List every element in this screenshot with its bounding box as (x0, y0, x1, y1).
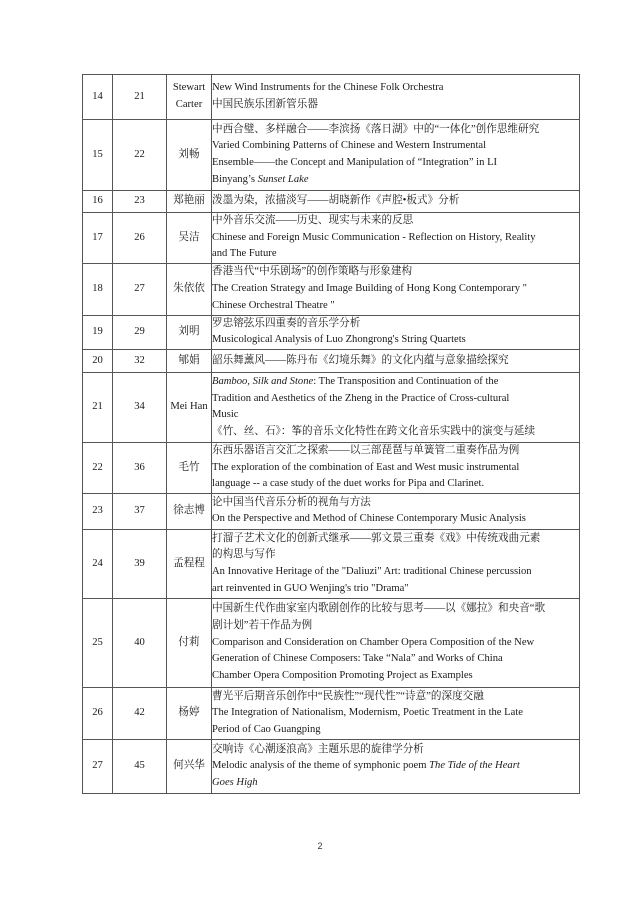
entry-number: 22 (83, 442, 113, 493)
page-ref: 21 (113, 75, 167, 120)
author-name: 郑艳丽 (167, 191, 212, 213)
title-line (212, 97, 579, 114)
title-text: Binyang’s (212, 173, 258, 185)
author-name: Stewart Carter (167, 75, 212, 120)
table-row (83, 263, 580, 315)
table-row (83, 529, 580, 598)
title-line (212, 775, 579, 792)
title-text: : The Transposition and Continuation of the (313, 376, 499, 388)
article-title (212, 598, 580, 687)
article-title (212, 75, 580, 120)
title-text: Chamber Opera Composition Promoting Project as Examples (212, 669, 473, 681)
table-row (83, 213, 580, 264)
title-text: 交响诗《心潮逐浪高》主题乐思的旋律学分析 (212, 743, 424, 755)
page-ref: 26 (113, 213, 167, 264)
author-name: 刘明 (167, 315, 212, 349)
article-title (212, 213, 580, 264)
entry-number: 26 (83, 687, 113, 739)
article-title (212, 120, 580, 191)
page-number: 2 (317, 841, 323, 851)
article-title (212, 739, 580, 793)
table-row (83, 739, 580, 793)
title-text: art reinvented in GUO Wenjing's trio "Drama" (212, 582, 409, 594)
author-name: 刘畅 (167, 120, 212, 191)
title-line (212, 581, 579, 598)
title-line (212, 601, 579, 618)
title-line (212, 246, 579, 263)
title-line (212, 424, 579, 441)
italic-title-text: Sunset Lake (257, 173, 309, 185)
title-text: 的构思与写作 (212, 549, 276, 561)
title-text: Comparison and Consideration on Chamber Opera Composition of the New (212, 636, 535, 648)
title-line (212, 80, 579, 97)
title-text: 东西乐器语言交汇之探索——以三部琵琶与单簧管二重奏作品为例 (212, 445, 520, 457)
entry-number: 18 (83, 263, 113, 315)
table-row (83, 442, 580, 493)
page-ref: 36 (113, 442, 167, 493)
title-line (212, 547, 579, 564)
title-line (212, 316, 579, 333)
title-text: 中西合璧、多样融合——李滨扬《落日湖》中的“一体化”创作思维研究 (212, 123, 540, 135)
title-text: 打溜子艺术文化的创新式继承——郭文景三重奏《戏》中传统戏曲元素 (212, 532, 541, 544)
title-text: 曹光平后期音乐创作中“民族性”“现代性”“诗意”的深度交融 (212, 690, 484, 702)
title-line (212, 155, 579, 172)
title-line (212, 758, 579, 775)
title-text: 泼墨为染，浓描淡写——胡晓新作《声腔•板式》分析 (212, 195, 460, 207)
page-ref: 34 (113, 372, 167, 442)
title-text: 《竹、丝、石》：筝的音乐文化特性在跨文化音乐实践中的演变与延续 (212, 426, 536, 438)
title-line (212, 138, 579, 155)
entry-number: 23 (83, 493, 113, 529)
contents-table-body (83, 75, 580, 794)
entry-number: 20 (83, 349, 113, 372)
title-text: 香港当代“中乐剧场”的创作策略与形象建构 (212, 266, 413, 278)
title-text: 中国民族乐团新管乐器 (212, 99, 318, 110)
title-text: 罗忠镕弦乐四重奏的音乐学分析 (212, 317, 361, 329)
title-text: New Wind Instruments for the Chinese Folk Orchestra (212, 82, 444, 94)
author-name: Mei Han (167, 372, 212, 442)
title-text: Period of Cao Guangping (212, 723, 321, 735)
author-name: 徐志博 (167, 493, 212, 529)
title-line (212, 635, 579, 652)
title-line (212, 511, 579, 528)
page-ref: 40 (113, 598, 167, 687)
entry-number: 15 (83, 120, 113, 191)
title-line (212, 564, 579, 581)
title-line (212, 332, 579, 349)
title-line (212, 374, 579, 391)
entry-number: 17 (83, 213, 113, 264)
contents-table (82, 74, 580, 794)
table-row (83, 493, 580, 529)
page-ref: 39 (113, 529, 167, 598)
page-ref: 27 (113, 263, 167, 315)
article-title (212, 315, 580, 349)
page-ref: 45 (113, 739, 167, 793)
entry-number: 19 (83, 315, 113, 349)
title-line (212, 689, 579, 706)
title-line (212, 531, 579, 548)
article-title (212, 263, 580, 315)
table-row (83, 120, 580, 191)
author-name: 付莉 (167, 598, 212, 687)
title-text: Ensemble——the Concept and Manipulation of “Integration” in LI (212, 157, 498, 168)
title-text: Tradition and Aesthetics of the Zheng in the Practice of Cross-cultural (212, 392, 510, 404)
title-line (212, 353, 579, 370)
title-text: The Creation Strategy and Image Building of Hong Kong Contemporary " (212, 282, 528, 294)
article-title (212, 372, 580, 442)
author-name: 郇娟 (167, 349, 212, 372)
title-line (212, 651, 579, 668)
title-text: Music (212, 409, 239, 421)
title-line (212, 264, 579, 281)
author-name: 毛竹 (167, 442, 212, 493)
page-ref: 32 (113, 349, 167, 372)
article-title (212, 529, 580, 598)
article-title (212, 442, 580, 493)
table-row (83, 598, 580, 687)
entry-number: 14 (83, 75, 113, 120)
table-row (83, 372, 580, 442)
table-row (83, 315, 580, 349)
title-line (212, 172, 579, 189)
title-line (212, 460, 579, 477)
title-line (212, 193, 579, 210)
title-line (212, 281, 579, 298)
title-text: The Integration of Nationalism, Modernism, Poetic Treatment in the Late (212, 707, 523, 719)
italic-title-text: Goes High (212, 776, 258, 788)
article-title (212, 191, 580, 213)
title-line (212, 298, 579, 315)
title-text: On the Perspective and Method of Chinese Contemporary Music Analysis (212, 513, 526, 525)
table-row (83, 687, 580, 739)
author-name: 何兴华 (167, 739, 212, 793)
page-ref: 23 (113, 191, 167, 213)
entry-number: 27 (83, 739, 113, 793)
author-name: 朱依依 (167, 263, 212, 315)
entry-number: 25 (83, 598, 113, 687)
title-line (212, 230, 579, 247)
title-line (212, 443, 579, 460)
title-text: The exploration of the combination of East and West music instrumental (212, 461, 520, 473)
table-row (83, 191, 580, 213)
title-line (212, 495, 579, 512)
article-title (212, 349, 580, 372)
title-text: Chinese Orchestral Theatre " (212, 299, 335, 311)
title-text: Chinese and Foreign Music Communication - Reflection on History, Reality (212, 231, 536, 243)
title-text: 中外音乐交流——历史、现实与未来的反思 (212, 215, 414, 226)
title-text: Generation of Chinese Composers: Take “Nala” and Works of China (212, 653, 503, 665)
entry-number: 24 (83, 529, 113, 598)
title-line (212, 213, 579, 230)
page-ref: 42 (113, 687, 167, 739)
title-line (212, 618, 579, 635)
page-ref: 37 (113, 493, 167, 529)
title-line (212, 122, 579, 139)
entry-number: 21 (83, 372, 113, 442)
title-line (212, 407, 579, 424)
table-row (83, 75, 580, 120)
article-title (212, 687, 580, 739)
article-title (212, 493, 580, 529)
page-ref: 29 (113, 315, 167, 349)
italic-title-text: Bamboo, Silk and Stone (212, 376, 314, 388)
entry-number: 16 (83, 191, 113, 213)
table-row (83, 349, 580, 372)
title-text: 论中国当代音乐分析的视角与方法 (212, 496, 371, 508)
title-text: Musicological Analysis of Luo Zhongrong's String Quartets (212, 334, 466, 346)
title-text: 中国新生代作曲家室内歌剧创作的比较与思考——以《娜拉》和央音“歌 (212, 603, 546, 615)
author-name: 杨婷 (167, 687, 212, 739)
title-line (212, 391, 579, 408)
title-line (212, 476, 579, 493)
author-name: 孟程程 (167, 529, 212, 598)
author-name: 吴洁 (167, 213, 212, 264)
title-text: Varied Combining Patterns of Chinese and Western Instrumental (212, 140, 487, 152)
page-ref: 22 (113, 120, 167, 191)
title-text: and The Future (212, 248, 277, 260)
title-line (212, 742, 579, 759)
title-line (212, 722, 579, 739)
italic-title-text: The Tide of the Heart (429, 760, 520, 772)
title-text: language -- a case study of the duet works for Pipa and Clarinet. (212, 478, 485, 490)
title-text: Melodic analysis of the theme of symphonic poem (212, 760, 430, 772)
title-line (212, 705, 579, 722)
title-text: 剧计划”若干作品为例 (212, 620, 313, 632)
title-text: An Innovative Heritage of the "Daliuzi" Art: traditional Chinese percussion (212, 565, 532, 577)
title-text: 韶乐舞薰风——陈丹布《幻境乐舞》的文化内蕴与意象描绘探究 (212, 354, 509, 366)
title-line (212, 668, 579, 685)
